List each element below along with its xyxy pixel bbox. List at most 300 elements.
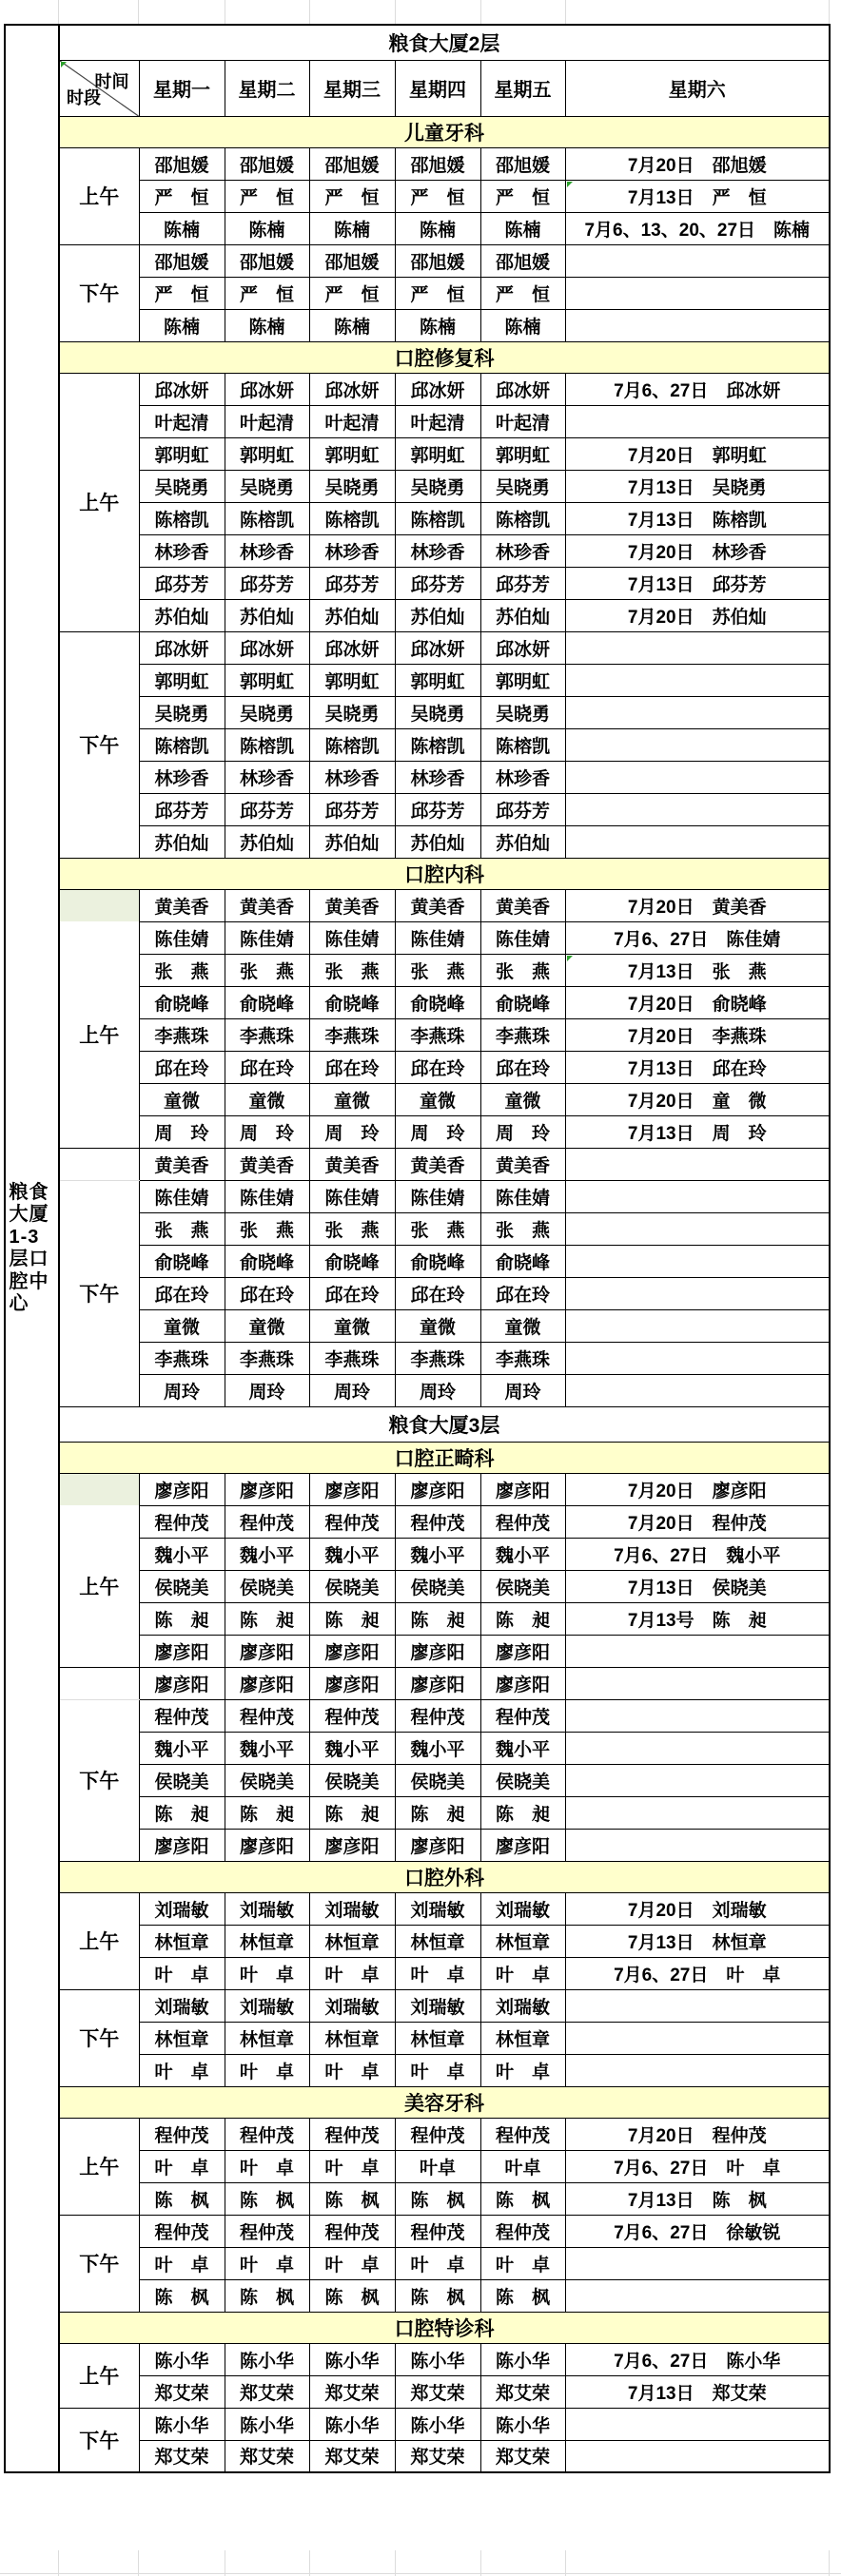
doctor-cell: [309, 1732, 395, 1764]
doctor-cell: [139, 2440, 225, 2472]
doctor-cell: [309, 1667, 395, 1699]
doctor-cell-text: 刘瑞敏: [154, 1997, 209, 2018]
doctor-cell: [309, 599, 395, 631]
doctor-cell: [480, 2343, 565, 2375]
gridline: [58, 2550, 59, 2576]
doctor-cell-text: 严 恒: [154, 187, 209, 208]
doctor-cell: [395, 1570, 480, 1602]
doctor-cell-text: 陈榕凯: [154, 510, 209, 531]
doctor-cell-text: 陈 枫: [324, 2287, 380, 2308]
doctor-cell-text: 李燕珠: [239, 1026, 294, 1047]
doctor-cell: [395, 986, 480, 1018]
doctor-cell-text: 吴晓勇: [495, 477, 550, 498]
doctor-cell-text: 吴晓勇: [324, 477, 380, 498]
doctor-cell-text: 周 玲: [239, 1123, 294, 1144]
doctor-cell: [480, 1374, 565, 1406]
saturday-cell: [565, 2182, 830, 2215]
doctor-cell: [395, 1925, 480, 1957]
saturday-cell: [565, 147, 830, 180]
gridline: [829, 2550, 830, 2576]
doctor-cell: [480, 244, 565, 277]
doctor-cell: [139, 1667, 225, 1699]
saturday-cell-text: 7月13日 林恒章: [627, 1932, 767, 1953]
doctor-cell: [480, 1989, 565, 2022]
department-header-text: 口腔特诊科: [394, 2317, 495, 2340]
doctor-cell-text: 陈小华: [324, 2415, 380, 2436]
doctor-cell: [309, 277, 395, 309]
department-header-text: 美容牙科: [404, 2092, 484, 2115]
day-header-4: [395, 60, 480, 116]
doctor-cell-text: 陈佳婧: [410, 1188, 465, 1209]
doctor-cell-text: 邵旭媛: [495, 252, 550, 273]
doctor-cell-text: 周 玲: [324, 1123, 380, 1144]
doctor-cell: [395, 147, 480, 180]
doctor-cell-text: 周玲: [504, 1382, 541, 1403]
doctor-cell: [225, 2022, 309, 2054]
doctor-cell: [139, 1796, 225, 1829]
doctor-cell: [309, 1925, 395, 1957]
doctor-cell: [225, 2408, 309, 2440]
doctor-cell-text: 严 恒: [410, 187, 465, 208]
doctor-cell-text: 邱在玲: [154, 1058, 209, 1079]
doctor-cell: [309, 1374, 395, 1406]
doctor-cell: [480, 405, 565, 437]
department-header-text: 口腔正畸科: [394, 1447, 495, 1470]
doctor-cell-text: 廖彦阳: [154, 1642, 209, 1663]
doctor-cell: [480, 1764, 565, 1796]
doctor-cell: [395, 1374, 480, 1406]
doctor-cell: [139, 761, 225, 793]
doctor-cell-text: 侯晓美: [410, 1772, 465, 1792]
doctor-cell: [225, 1115, 309, 1148]
doctor-cell-text: 陈楠: [333, 317, 370, 338]
doctor-cell: [309, 1796, 395, 1829]
doctor-cell: [395, 2054, 480, 2086]
doctor-cell-text: 邵旭媛: [495, 155, 550, 176]
saturday-cell-text: 7月13日 吴晓勇: [627, 477, 767, 498]
doctor-cell: [309, 1602, 395, 1635]
doctor-cell-text: 程仲茂: [495, 2125, 550, 2146]
doctor-cell: [225, 1538, 309, 1570]
doctor-cell: [225, 761, 309, 793]
doctor-cell-text: 李燕珠: [154, 1026, 209, 1047]
period-cell: [59, 2118, 139, 2215]
doctor-cell: [395, 761, 480, 793]
doctor-cell: [139, 1083, 225, 1115]
doctor-cell: [480, 2182, 565, 2215]
period-cell: [59, 1892, 139, 1989]
saturday-cell-text: 7月6、13、20、27日 陈楠: [584, 220, 811, 241]
doctor-cell: [395, 437, 480, 470]
doctor-cell-text: 林恒章: [324, 1932, 380, 1953]
doctor-cell-text: 郭明虹: [410, 445, 465, 466]
doctor-cell: [225, 309, 309, 341]
doctor-cell-text: 郑艾荣: [410, 2383, 465, 2404]
doctor-cell: [395, 1212, 480, 1245]
doctor-cell-text: 吴晓勇: [495, 704, 550, 725]
doctor-cell: [480, 825, 565, 858]
doctor-cell: [225, 1148, 309, 1180]
doctor-cell: [480, 761, 565, 793]
doctor-cell-text: 廖彦阳: [324, 1481, 380, 1501]
doctor-cell-text: 黄美香: [495, 897, 550, 918]
doctor-cell: [225, 728, 309, 761]
saturday-cell: [565, 1732, 830, 1764]
doctor-cell: [480, 1245, 565, 1277]
doctor-cell: [395, 2440, 480, 2472]
doctor-cell-text: 叶 卓: [410, 2255, 465, 2276]
doctor-cell: [395, 2022, 480, 2054]
building-header-text: 粮食大厦3层: [388, 1414, 500, 1437]
doctor-cell-text: 邱冰妍: [239, 380, 294, 401]
doctor-cell-text: 张 燕: [239, 1220, 294, 1241]
doctor-cell-text: 林恒章: [495, 1932, 550, 1953]
doctor-cell-text: 魏小平: [154, 1739, 209, 1760]
saturday-cell-text: 7月20日 林珍香: [627, 542, 767, 563]
doctor-cell: [395, 825, 480, 858]
doctor-cell-text: 郭明虹: [239, 671, 294, 692]
period-cell: [59, 373, 139, 631]
doctor-cell-text: 俞晓峰: [154, 1252, 209, 1273]
doctor-cell: [395, 793, 480, 825]
doctor-cell: [480, 1115, 565, 1148]
doctor-cell-text: 李燕珠: [495, 1349, 550, 1370]
doctor-cell-text: 陈楠: [333, 220, 370, 241]
doctor-cell-text: 邱在玲: [410, 1285, 465, 1306]
doctor-cell-text: 陈 枫: [495, 2287, 550, 2308]
doctor-cell: [480, 1018, 565, 1051]
doctor-cell-text: 童微: [504, 1091, 541, 1112]
saturday-cell: [565, 728, 830, 761]
doctor-cell-text: 邱冰妍: [239, 639, 294, 660]
saturday-cell: [565, 1505, 830, 1538]
doctor-cell-text: 邱芬芳: [154, 801, 209, 822]
doctor-cell: [139, 147, 225, 180]
doctor-cell-text: 邱在玲: [324, 1058, 380, 1079]
doctor-cell-text: 林珍香: [495, 542, 550, 563]
doctor-cell: [139, 1180, 225, 1212]
doctor-cell-text: 邵旭媛: [324, 155, 380, 176]
doctor-cell: [225, 793, 309, 825]
doctor-cell-text: 郭明虹: [154, 671, 209, 692]
doctor-cell-text: 严 恒: [410, 284, 465, 305]
doctor-cell-text: 童微: [333, 1317, 370, 1338]
doctor-cell: [480, 1667, 565, 1699]
doctor-cell: [225, 2279, 309, 2312]
doctor-cell-text: 邱冰妍: [154, 380, 209, 401]
doctor-cell: [309, 664, 395, 696]
doctor-cell: [395, 373, 480, 405]
doctor-cell-text: 周 玲: [154, 1123, 209, 1144]
doctor-cell: [480, 1570, 565, 1602]
doctor-cell: [309, 1180, 395, 1212]
doctor-cell: [139, 1212, 225, 1245]
doctor-cell-text: 苏伯灿: [239, 833, 294, 854]
doctor-cell: [480, 309, 565, 341]
doctor-cell-text: 林恒章: [239, 2029, 294, 2050]
doctor-cell: [309, 1473, 395, 1505]
doctor-cell: [139, 1602, 225, 1635]
doctor-cell: [309, 437, 395, 470]
doctor-cell: [139, 1699, 225, 1732]
saturday-cell: [565, 1699, 830, 1732]
period-cell: [59, 2408, 139, 2472]
doctor-cell: [309, 2247, 395, 2279]
doctor-cell-text: 童微: [504, 1317, 541, 1338]
doctor-cell: [480, 2440, 565, 2472]
doctor-cell-text: 陈小华: [324, 2351, 380, 2372]
doctor-cell-text: 周玲: [163, 1382, 200, 1403]
doctor-cell: [480, 2408, 565, 2440]
saturday-cell: [565, 180, 830, 212]
doctor-cell: [395, 2375, 480, 2408]
gridline: [565, 0, 566, 24]
doctor-cell: [139, 1635, 225, 1667]
doctor-cell: [225, 599, 309, 631]
doctor-cell: [139, 1829, 225, 1861]
period-cell-text: 上午: [79, 1931, 120, 1953]
saturday-cell-text: 7月20日 程仲茂: [627, 1513, 767, 1534]
doctor-cell: [225, 2375, 309, 2408]
building-range-cell: [4, 24, 58, 2473]
doctor-cell: [395, 1148, 480, 1180]
doctor-cell: [480, 2215, 565, 2247]
doctor-cell-text: 陈小华: [239, 2415, 294, 2436]
doctor-cell-text: 郑艾荣: [324, 2448, 380, 2469]
doctor-cell-text: 张 燕: [410, 961, 465, 982]
doctor-cell: [395, 696, 480, 728]
doctor-cell-text: 廖彦阳: [410, 1481, 465, 1501]
doctor-cell-text: 周玲: [333, 1382, 370, 1403]
gridline: [58, 0, 59, 24]
doctor-cell-text: 郭明虹: [324, 445, 380, 466]
gridline: [829, 0, 830, 24]
gridline: [0, 2573, 841, 2574]
doctor-cell-text: 李燕珠: [410, 1026, 465, 1047]
doctor-cell: [139, 437, 225, 470]
doctor-cell-text: 童微: [419, 1091, 456, 1112]
doctor-cell: [395, 2343, 480, 2375]
doctor-cell-text: 刘瑞敏: [495, 1900, 550, 1921]
doctor-cell-text: 邱冰妍: [154, 639, 209, 660]
doctor-cell: [225, 954, 309, 986]
doctor-cell: [309, 921, 395, 954]
doctor-cell-text: 陈佳婧: [239, 1188, 294, 1209]
doctor-cell: [309, 1699, 395, 1732]
period-cell: [59, 2343, 139, 2408]
doctor-cell: [395, 1796, 480, 1829]
saturday-cell-text: 7月13日 张 燕: [627, 961, 767, 982]
doctor-cell: [309, 1051, 395, 1083]
day-header-6: [565, 60, 830, 116]
saturday-cell: [565, 1925, 830, 1957]
saturday-cell: [565, 696, 830, 728]
doctor-cell: [309, 1342, 395, 1374]
doctor-cell-text: 陈榕凯: [410, 736, 465, 757]
doctor-cell-text: 叶 卓: [239, 2255, 294, 2276]
doctor-cell-text: 廖彦阳: [495, 1642, 550, 1663]
doctor-cell-text: 陈佳婧: [239, 929, 294, 950]
doctor-cell: [480, 954, 565, 986]
doctor-cell: [480, 1925, 565, 1957]
saturday-cell-text: 7月13日 郑艾荣: [627, 2383, 767, 2404]
period-cell-text: 下午: [79, 1771, 120, 1792]
doctor-cell-text: 张 燕: [154, 1220, 209, 1241]
doctor-cell: [395, 2408, 480, 2440]
doctor-cell: [139, 954, 225, 986]
doctor-cell: [139, 664, 225, 696]
doctor-cell: [395, 1699, 480, 1732]
doctor-cell: [225, 534, 309, 567]
doctor-cell-text: 廖彦阳: [410, 1836, 465, 1857]
doctor-cell-text: 陈 枫: [410, 2287, 465, 2308]
doctor-cell: [225, 373, 309, 405]
doctor-cell-text: 陈小华: [495, 2415, 550, 2436]
doctor-cell: [395, 2118, 480, 2150]
doctor-cell: [225, 2182, 309, 2215]
doctor-cell: [225, 631, 309, 664]
doctor-cell-text: 邱芬芳: [410, 574, 465, 595]
doctor-cell: [139, 534, 225, 567]
doctor-cell-text: 廖彦阳: [154, 1481, 209, 1501]
doctor-cell-text: 严 恒: [324, 187, 380, 208]
doctor-cell-text: 邵旭媛: [154, 252, 209, 273]
doctor-cell: [139, 1989, 225, 2022]
saturday-cell: [565, 534, 830, 567]
doctor-cell-text: 张 燕: [324, 961, 380, 982]
doctor-cell-text: 郭明虹: [410, 671, 465, 692]
doctor-cell-text: 郑艾荣: [154, 2383, 209, 2404]
doctor-cell: [395, 405, 480, 437]
doctor-cell: [139, 2375, 225, 2408]
saturday-cell: [565, 825, 830, 858]
doctor-cell-text: 程仲茂: [495, 1707, 550, 1728]
doctor-cell: [139, 180, 225, 212]
doctor-cell-text: 廖彦阳: [324, 1642, 380, 1663]
doctor-cell-text: 邵旭媛: [324, 252, 380, 273]
doctor-cell: [139, 502, 225, 534]
doctor-cell-text: 张 燕: [495, 961, 550, 982]
doctor-cell-text: 程仲茂: [410, 1707, 465, 1728]
doctor-cell-text: 吴晓勇: [324, 704, 380, 725]
doctor-cell: [139, 631, 225, 664]
doctor-cell-text: 叶起清: [239, 413, 294, 434]
doctor-cell: [480, 212, 565, 244]
doctor-cell-text: 邱芬芳: [239, 574, 294, 595]
doctor-cell: [309, 1148, 395, 1180]
doctor-cell-text: 吴晓勇: [154, 477, 209, 498]
doctor-cell-text: 叶 卓: [154, 1965, 209, 1985]
doctor-cell-text: 黄美香: [495, 1155, 550, 1176]
saturday-cell: [565, 1796, 830, 1829]
doctor-cell-text: 童微: [333, 1091, 370, 1112]
doctor-cell-text: 林珍香: [154, 542, 209, 563]
doctor-cell-text: 郭明虹: [495, 445, 550, 466]
doctor-cell: [309, 2279, 395, 2312]
doctor-cell: [480, 1148, 565, 1180]
doctor-cell: [480, 437, 565, 470]
saturday-cell-text: 7月13号 陈 昶: [627, 1610, 767, 1631]
saturday-cell-text: 7月20日 郭明虹: [627, 445, 767, 466]
doctor-cell-text: 陈 昶: [495, 1610, 550, 1631]
saturday-cell: [565, 793, 830, 825]
doctor-cell-text: 陈小华: [239, 2351, 294, 2372]
doctor-cell-text: 程仲茂: [324, 2125, 380, 2146]
gridline: [480, 0, 481, 24]
doctor-cell-text: 邵旭媛: [410, 252, 465, 273]
doctor-cell: [480, 1473, 565, 1505]
doctor-cell: [309, 2215, 395, 2247]
doctor-cell-text: 叶 卓: [239, 2062, 294, 2082]
doctor-cell: [480, 2054, 565, 2086]
doctor-cell-text: 邱在玲: [239, 1058, 294, 1079]
doctor-cell-text: 郑艾荣: [495, 2448, 550, 2469]
doctor-cell-text: 魏小平: [324, 1545, 380, 1566]
doctor-cell: [139, 2408, 225, 2440]
doctor-cell-text: 陈 枫: [495, 2190, 550, 2211]
department-header: [59, 2312, 830, 2343]
doctor-cell-text: 周玲: [248, 1382, 285, 1403]
doctor-cell-text: 苏伯灿: [324, 833, 380, 854]
doctor-cell: [139, 1342, 225, 1374]
doctor-cell: [139, 2215, 225, 2247]
doctor-cell-text: 俞晓峰: [324, 994, 380, 1015]
period-filler-cell: [59, 889, 139, 921]
doctor-cell-text: 李燕珠: [410, 1349, 465, 1370]
department-header-text: 口腔修复科: [394, 347, 495, 370]
doctor-cell-text: 陈 昶: [324, 1804, 380, 1825]
doctor-cell: [139, 1148, 225, 1180]
doctor-cell-text: 陈楠: [419, 220, 456, 241]
day-header-2-text: 星期二: [238, 80, 296, 101]
doctor-cell-text: 叶 卓: [239, 1965, 294, 1985]
doctor-cell-text: 陈榕凯: [154, 736, 209, 757]
doctor-cell-text: 严 恒: [324, 284, 380, 305]
doctor-cell-text: 俞晓峰: [410, 994, 465, 1015]
doctor-cell: [395, 664, 480, 696]
doctor-cell-text: 邵旭媛: [239, 155, 294, 176]
doctor-cell: [395, 1083, 480, 1115]
doctor-cell: [309, 2408, 395, 2440]
doctor-cell: [309, 1309, 395, 1342]
day-header-6-text: 星期六: [668, 80, 726, 101]
doctor-cell: [480, 1829, 565, 1861]
doctor-cell: [309, 696, 395, 728]
saturday-cell: [565, 437, 830, 470]
doctor-cell: [225, 1635, 309, 1667]
doctor-cell: [395, 567, 480, 599]
doctor-cell-text: 陈楠: [419, 317, 456, 338]
doctor-cell: [395, 212, 480, 244]
doctor-cell-text: 程仲茂: [410, 1513, 465, 1534]
doctor-cell: [309, 1764, 395, 1796]
saturday-cell-text: 7月20日 李燕珠: [627, 1026, 767, 1047]
doctor-cell: [225, 1505, 309, 1538]
doctor-cell: [139, 2343, 225, 2375]
doctor-cell: [395, 1309, 480, 1342]
doctor-cell-text: 程仲茂: [239, 2222, 294, 2243]
doctor-cell-text: 童微: [163, 1091, 200, 1112]
saturday-cell: [565, 1018, 830, 1051]
doctor-cell: [225, 1925, 309, 1957]
doctor-cell: [225, 470, 309, 502]
doctor-cell-text: 刘瑞敏: [324, 1900, 380, 1921]
doctor-cell-text: 严 恒: [495, 187, 550, 208]
saturday-cell: [565, 2247, 830, 2279]
doctor-cell-text: 侯晓美: [324, 1578, 380, 1598]
doctor-cell: [309, 728, 395, 761]
saturday-cell-text: 7月6、27日 邱冰妍: [614, 380, 781, 401]
